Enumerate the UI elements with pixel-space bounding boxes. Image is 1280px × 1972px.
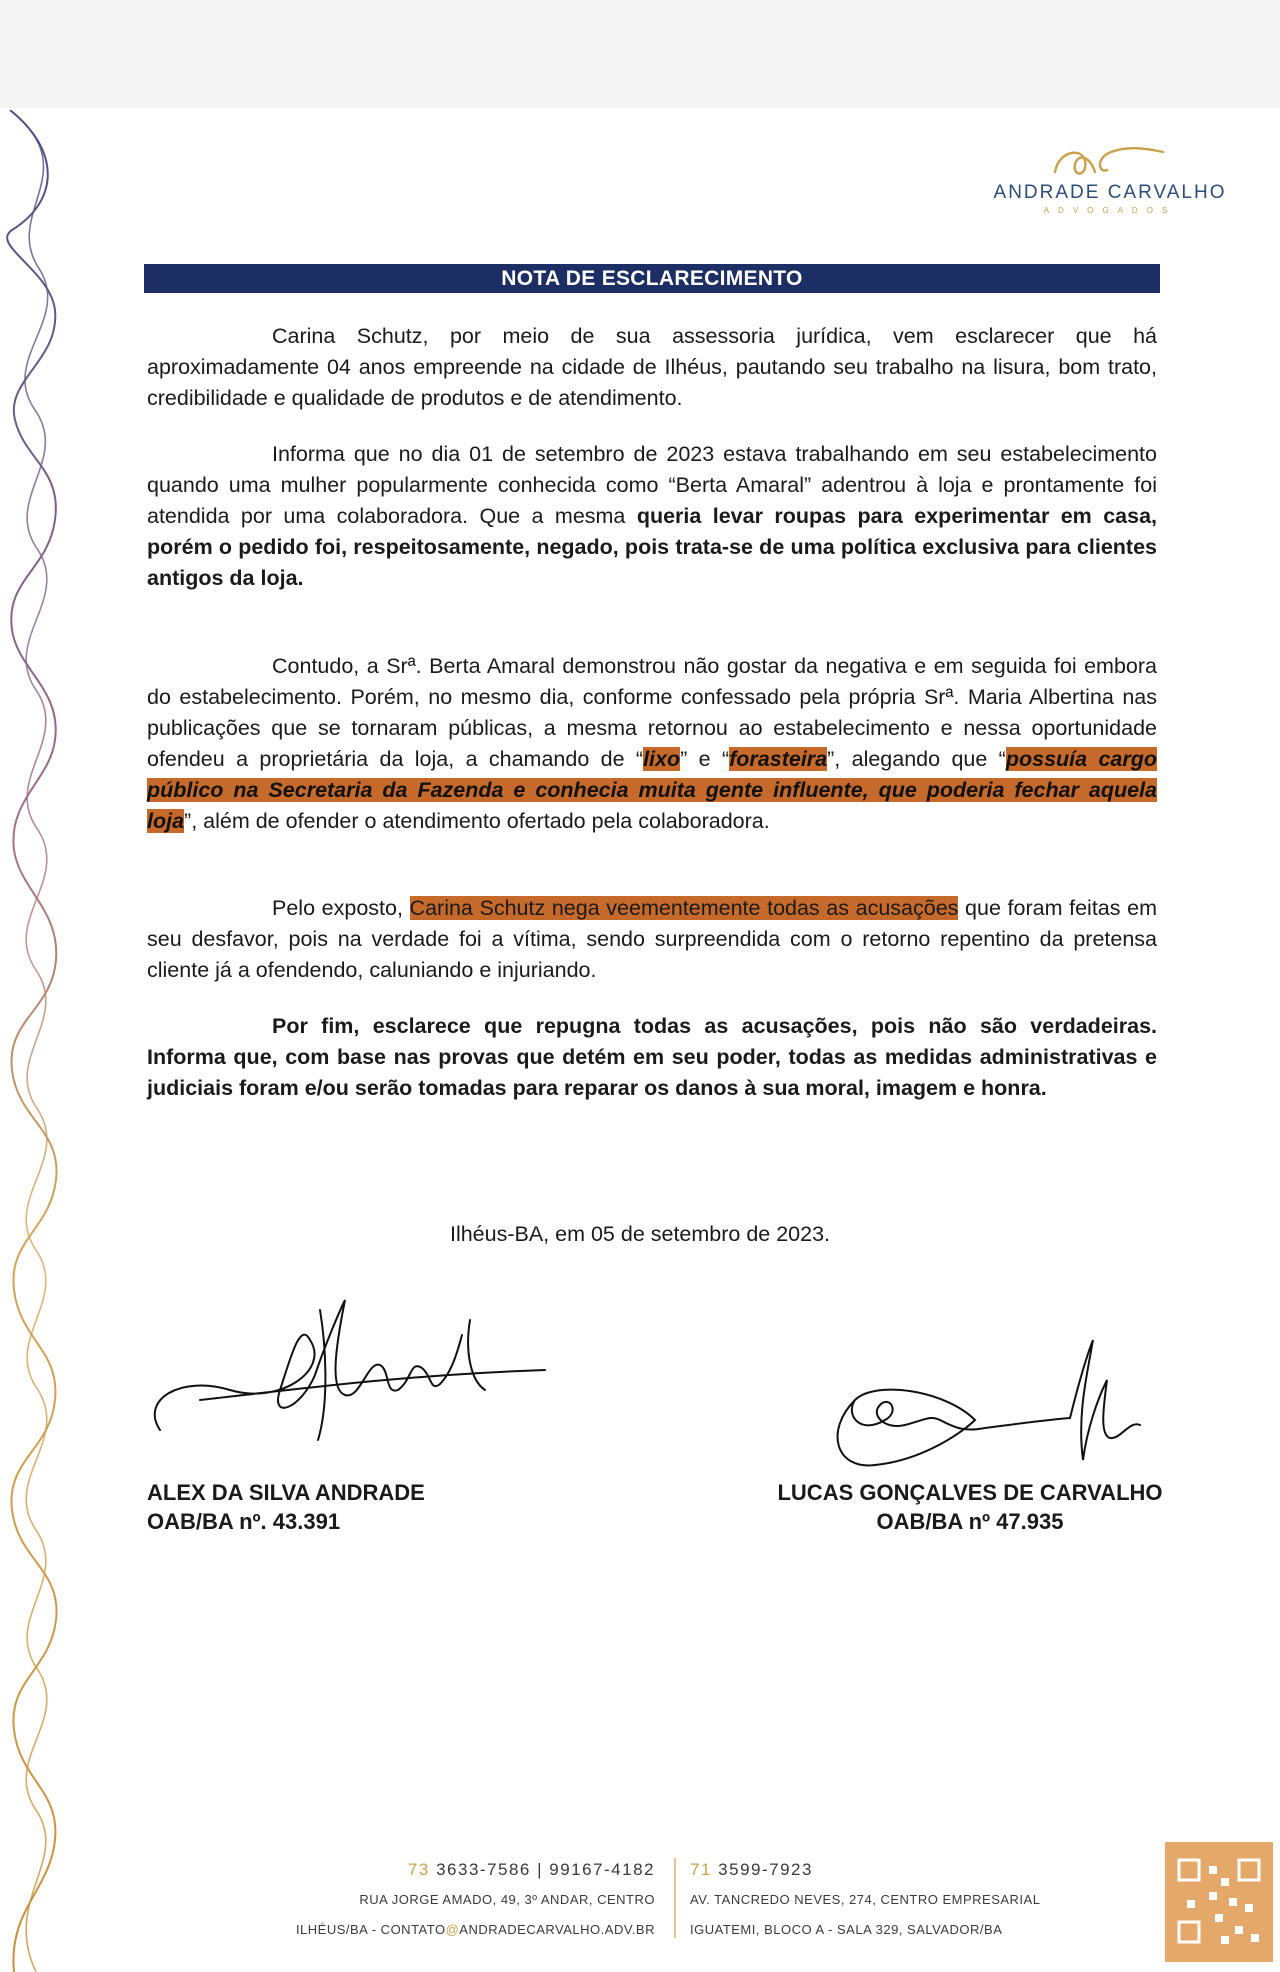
footer-salvador-phone	[690, 1855, 1140, 1885]
top-margin	[0, 0, 1280, 108]
footer-salvador-phone-number: 3599-7923	[718, 1860, 813, 1879]
footer-ilheus-office	[200, 1855, 655, 1945]
logo-name: ANDRADE CARVALHO	[993, 182, 1227, 203]
at-icon: @	[445, 1922, 460, 1937]
paragraph-3-text-d: ”, além de ofender o atendimento ofertado pela colaboradora.	[184, 809, 770, 833]
highlight-denial: Carina Schutz nega veementemente todas as acusações	[409, 896, 959, 920]
paragraph-5-text: Por fim, esclarece que repugna todas as acusações, pois não são verdadeiras. Informa que, com base nas provas que detém em seu poder, todas as medidas administrativas e judiciais foram e/ou serão tomadas para reparar os danos à sua moral, imagem e honra.	[147, 1014, 1157, 1100]
signer-left	[147, 1478, 425, 1536]
signer-right-oab: OAB/BA nº 47.935	[876, 1509, 1064, 1534]
highlight-lixo: lixo	[643, 747, 681, 771]
logo-monogram	[1045, 138, 1175, 180]
date-line: Ilhéus-BA, em 05 de setembro de 2023.	[449, 1222, 831, 1246]
qr-code-icon	[1165, 1842, 1273, 1962]
paragraph-4-text-a: Pelo exposto,	[272, 896, 410, 920]
footer-salvador-office	[690, 1855, 1140, 1945]
signer-left-name: ALEX DA SILVA ANDRADE	[147, 1480, 425, 1505]
footer-salvador-address: AV. TANCREDO NEVES, 274, CENTRO EMPRESARIAL	[690, 1892, 1041, 1907]
paragraph-3-text-b: ” e “	[680, 747, 730, 771]
footer-ilheus-phone-numbers: 3633-7586 | 99167-4182	[436, 1860, 655, 1879]
footer-ilheus-ddd: 73	[407, 1860, 430, 1879]
document-title: NOTA DE ESCLARECIMENTO	[144, 264, 1160, 293]
signer-left-oab: OAB/BA nº. 43.391	[147, 1509, 341, 1534]
signature-right	[815, 1320, 1165, 1480]
footer-salvador-address-2: IGUATEMI, BLOCO A - SALA 329, SALVADOR/BA	[690, 1922, 1003, 1937]
paragraph-3-text-c: ”, alegando que “	[827, 747, 1006, 771]
signer-right-name: LUCAS GONÇALVES DE CARVALHO	[777, 1480, 1163, 1505]
firm-logo	[955, 138, 1265, 218]
footer-salvador-ddd: 71	[690, 1860, 712, 1879]
footer-divider	[674, 1858, 676, 1938]
paragraph-5	[147, 1011, 1157, 1104]
footer-email-domain: ANDRADECARVALHO.ADV.BR	[459, 1922, 655, 1937]
footer-ilheus-city: ILHÉUS/BA - CONTATO	[295, 1922, 446, 1937]
footer-ilheus-address: RUA JORGE AMADO, 49, 3º ANDAR, CENTRO	[359, 1892, 655, 1907]
paragraph-3	[147, 651, 1157, 837]
paragraph-3-text-a: Contudo, a Srª. Berta Amaral demonstrou não gostar da negativa e em seguida foi embora do estabelecimento. Porém, no mesmo dia, conforme confessado pela própria Srª. Maria Albertina nas publicações que se tornaram públicas, a mesma retornou ao estabelecimento e nessa oportunidade ofendeu a proprietária da loja, a chamando de “	[147, 654, 1157, 771]
signature-left	[140, 1280, 550, 1460]
decorative-border-pattern	[0, 110, 70, 1972]
paragraph-2	[147, 439, 1157, 594]
paragraph-2-text: Informa que no dia 01 de setembro de 2023 estava trabalhando em seu estabelecimento quando uma mulher popularmente conhecida como “Berta Amaral” adentrou à loja e prontamente foi atendida por uma colaboradora. Que a mesma	[147, 442, 1157, 528]
paragraph-1	[147, 321, 1157, 414]
highlight-forasteira: forasteira	[729, 747, 828, 771]
paragraph-4-text-b: que foram feitas em seu desfavor, pois na verdade foi a vítima, sendo surpreendida com o retorno repentino da pretensa cliente já a ofendendo, caluniando e injuriando.	[147, 896, 1157, 982]
qr-pattern	[1165, 1842, 1273, 1962]
paragraph-4	[147, 893, 1157, 986]
highlight-quote: possuía cargo público na Secretaria da Fazenda e conhecia muita gente influente, que poderia fechar aquela loja	[147, 747, 1157, 833]
paragraph-1-text: Carina Schutz, por meio de sua assessoria jurídica, vem esclarecer que há aproximadamente 04 anos empreende na cidade de Ilhéus, pautando seu trabalho na lisura, bom trato, credibilidade e qualidade de produtos e de atendimento.	[147, 324, 1157, 410]
signer-right	[735, 1478, 1205, 1536]
footer-ilheus-phones	[200, 1855, 655, 1885]
footer-ilheus-contact	[200, 1915, 655, 1945]
paragraph-2-bold: queria levar roupas para experimentar em casa, porém o pedido foi, respeitosamente, negado, pois trata-se de uma política exclusiva para clientes antigos da loja.	[147, 504, 1157, 590]
logo-subtitle: ADVOGADOS	[1043, 206, 1177, 215]
